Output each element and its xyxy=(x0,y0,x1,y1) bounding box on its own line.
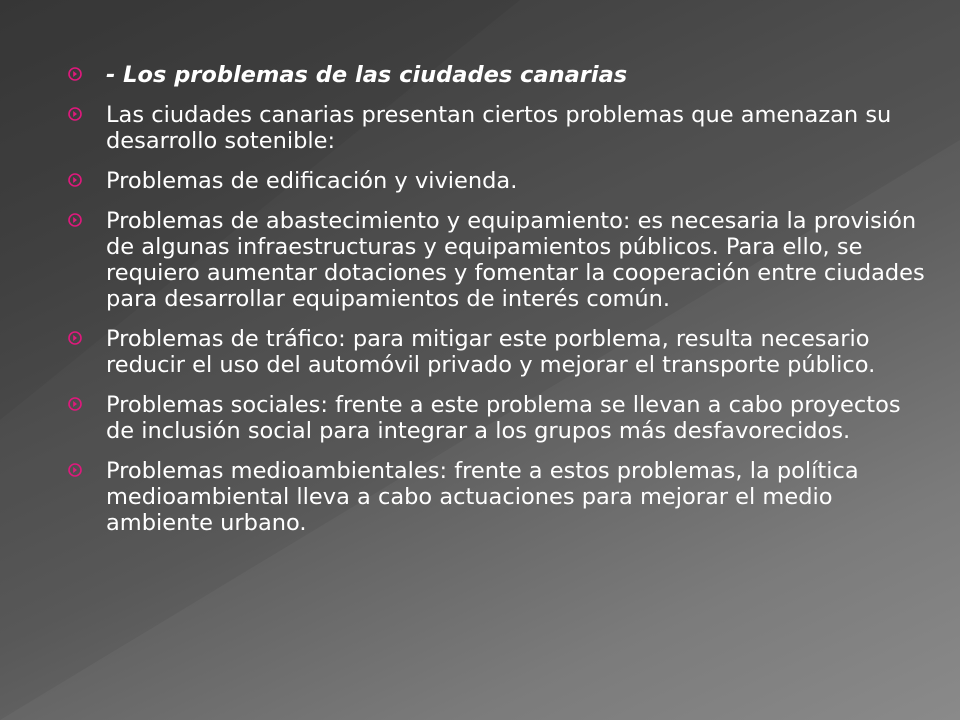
slide-title: - Los problemas de las ciudades canarias xyxy=(106,62,628,88)
list-item-text: Problemas de edificación y vivienda. xyxy=(106,168,518,194)
list-item xyxy=(68,102,928,154)
circled-arrow-icon xyxy=(68,107,82,121)
list-item-text: Problemas de tráfico: para mitigar este porblema, resulta necesario reducir el uso del automóvil privado y mejorar el transporte público. xyxy=(106,326,876,378)
list-item xyxy=(68,326,928,378)
circled-arrow-icon xyxy=(68,397,82,411)
circled-arrow-icon xyxy=(68,213,82,227)
slide-content xyxy=(68,62,928,550)
bullet-list xyxy=(68,62,928,536)
list-item-text: Problemas de abastecimiento y equipamiento: es necesaria la provisión de algunas infraestructuras y equipamientos públicos. Para ello, se requiero aumentar dotaciones y fomentar la cooperación entre ciudades para desarrollar equipamientos de interés común. xyxy=(106,208,925,312)
circled-arrow-icon xyxy=(68,173,82,187)
circled-arrow-icon xyxy=(68,463,82,477)
list-item xyxy=(68,392,928,444)
list-item-text: Problemas sociales: frente a este problema se llevan a cabo proyectos de inclusión social para integrar a los grupos más desfavorecidos. xyxy=(106,392,901,444)
circled-arrow-icon xyxy=(68,67,82,81)
list-item xyxy=(68,208,928,312)
list-item xyxy=(68,168,928,194)
circled-arrow-icon xyxy=(68,331,82,345)
list-item xyxy=(68,458,928,536)
list-item-text: Problemas medioambientales: frente a estos problemas, la política medioambiental lleva a cabo actuaciones para mejorar el medio ambiente urbano. xyxy=(106,458,859,536)
list-item-title xyxy=(68,62,928,88)
list-item-text: Las ciudades canarias presentan ciertos problemas que amenazan su desarrollo sotenible: xyxy=(106,102,892,154)
